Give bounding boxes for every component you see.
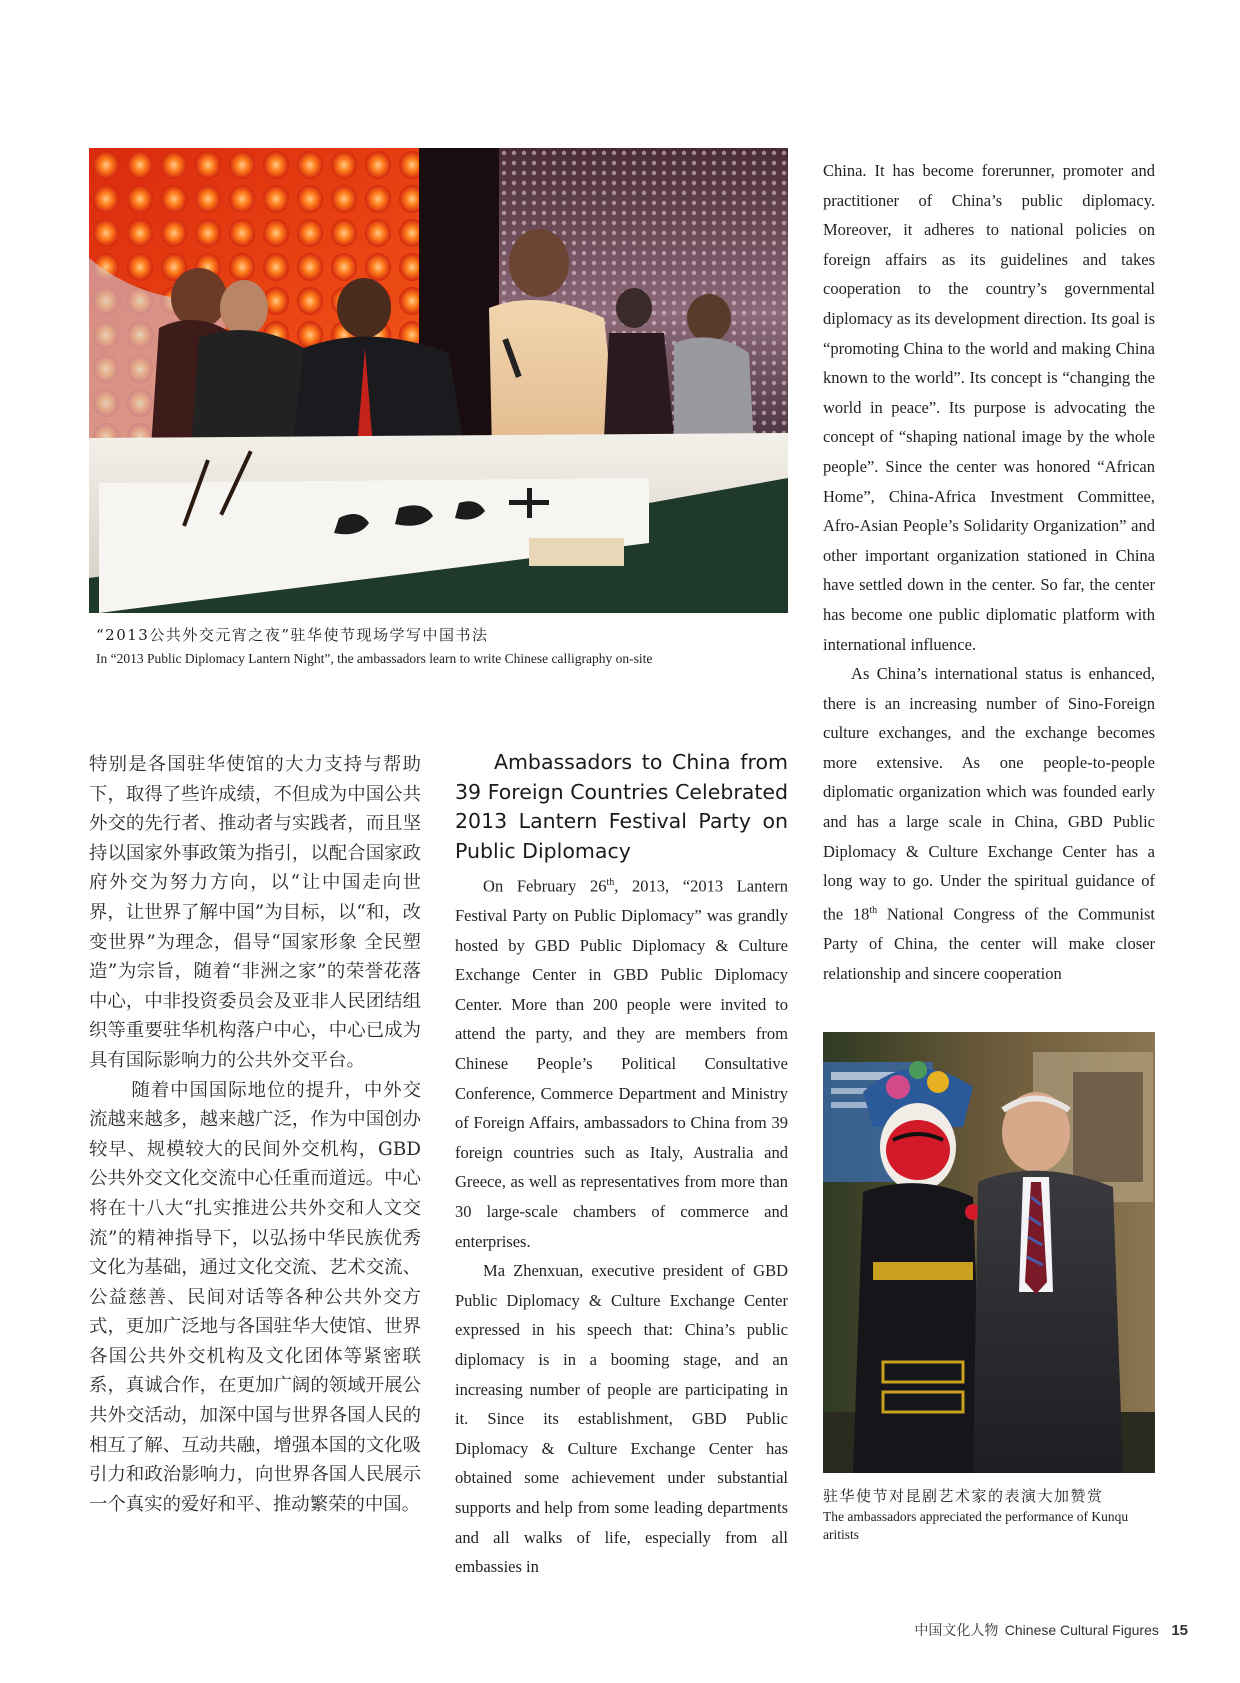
top-photo-caption-en: In “2013 Public Diplomacy Lantern Night”, the ambassadors learn to write Chinese calligraphy on-site: [96, 651, 653, 666]
superscript-th: th: [606, 877, 615, 888]
magazine-name-cn: 中国文化人物: [914, 1623, 999, 1639]
article-paragraph-2: Ma Zhenxuan, executive president of GBD Public Diplomacy & Culture Exchange Center expressed in his speech that: China’s public diplomacy is in a booming stage, and an increasing number of people are participating in it. Since its establishment, GBD Public Diplomacy & Culture Exchange Center has obtained some achievement under substantial supports and help from some leading departments and all walks of life, especially from all embassies in: [455, 1261, 788, 1577]
kunqu-performer-photo: [823, 1032, 1155, 1473]
chinese-column: [89, 750, 421, 1519]
article-paragraph-3: China. It has become forerunner, promoter and practitioner of China’s public diplomacy. Moreover, it adheres to national policies on foreign affairs as its guidelines and takes cooperation to the country’s governmental diplomacy as its development direction. Its goal is “promoting China to the world and making China known to the world”. Its concept is “changing the world in peace”. Its purpose is advocating the concept of “shaping national image by the whole people”. Since the center was honored “African Home”, China-Africa Investment Committee, Afro-Asian People’s Solidarity Organization” and other important organization stationed in China have settled down in the center. So far, the center has become one public diplomatic platform with international influence.: [823, 161, 1155, 654]
paragraph-1-text-b: , 2013, “2013 Lantern Festival Party on Public Diplomacy” was grandly hosted by GBD Public Diplomacy & Culture Exchange Center in GBD Public Diplomacy Center. More than 200 people were invited to attend the party, and they are members from Chinese People’s Political Consultative Conference, Commerce Department and Ministry of Foreign Affairs, ambassadors to China from 39 foreign countries such as Italy, Australia and Greece, as well as representatives from more than 30 large-scale chambers of commerce and enterprises.: [455, 876, 788, 1251]
english-column-right: [823, 156, 1155, 988]
superscript-th-2: th: [869, 904, 878, 916]
chinese-paragraph-2: 随着中国国际地位的提升，中外交流越来越多，越来越广泛，作为中国创办较早、规模较大的民间外交机构，GBD公共外交文化交流中心任重而道远。中心将在十八大“扎实推进公共外交和人文交流”的精神指导下，以弘扬中华民族优秀文化为基础，通过文化交流、艺术交流、公益慈善、民间对话等各种公共外交方式，更加广泛地与各国驻华大使馆、世界各国公共外交机构及文化团体等紧密联系，真诚合作，在更加广阔的领域开展公共外交活动，加深中国与世界各国人民的相互了解、互动共融，增强本国的文化吸引力和政治影响力，向世界各国人民展示一个真实的爱好和平、推动繁荣的中国。: [89, 1079, 421, 1515]
article-paragraph-1: [455, 868, 788, 1256]
magazine-name-en: Chinese Cultural Figures: [1004, 1622, 1159, 1638]
article-heading: Ambassadors to China from 39 Foreign Countries Celebrated 2013 Lantern Festival Party on Public Diplomacy: [455, 750, 788, 863]
paragraph-1-text-a: On February 26: [483, 876, 607, 896]
chinese-paragraph-1: 特别是各国驻华使馆的大力支持与帮助下，取得了些许成绩，不但成为中国公共外交的先行者、推动者与实践者，而且坚持以国家外事政策为指引，以配合国家政府外交为努力方向，以“让中国走向世界，让世界了解中国”为目标，以“和，改变世界”为理念，倡导“国家形象 全民塑造”为宗旨，随着“非洲之家”的荣誉花落中心，中非投资委员会及亚非人民团结组织等重要驻华机构落户中心，中心已成为具有国际影响力的公共外交平台。: [89, 754, 421, 1071]
bottom-photo-caption-en: The ambassadors appreciated the performance of Kunqu aritists: [823, 1509, 1129, 1542]
calligraphy-event-photo: [89, 148, 788, 613]
article-paragraph-4: [823, 659, 1155, 988]
page-number: 15: [1171, 1622, 1188, 1639]
top-photo-caption-cn: “2013公共外交元宵之夜”驻华使节现场学写中国书法: [96, 626, 489, 644]
page-footer: [700, 1620, 1188, 1640]
english-column-middle: [455, 868, 788, 1582]
paragraph-4-text-a: As China’s international status is enhanced, there is an increasing number of Sino-Foreign culture exchanges, and the exchange becomes more extensive. As one people-to-people diplomatic organization which was founded early and has a large scale in China, GBD Public Diplomacy & Culture Exchange Center has a long way to go. Under the spiritual guidance of the 18: [823, 664, 1155, 924]
paragraph-4-text-b: National Congress of the Communist Party of China, the center will make closer relationship and sincere cooperation: [823, 904, 1155, 983]
bottom-photo-caption-cn: 驻华使节对昆剧艺术家的表演大加赞赏: [823, 1487, 1104, 1505]
